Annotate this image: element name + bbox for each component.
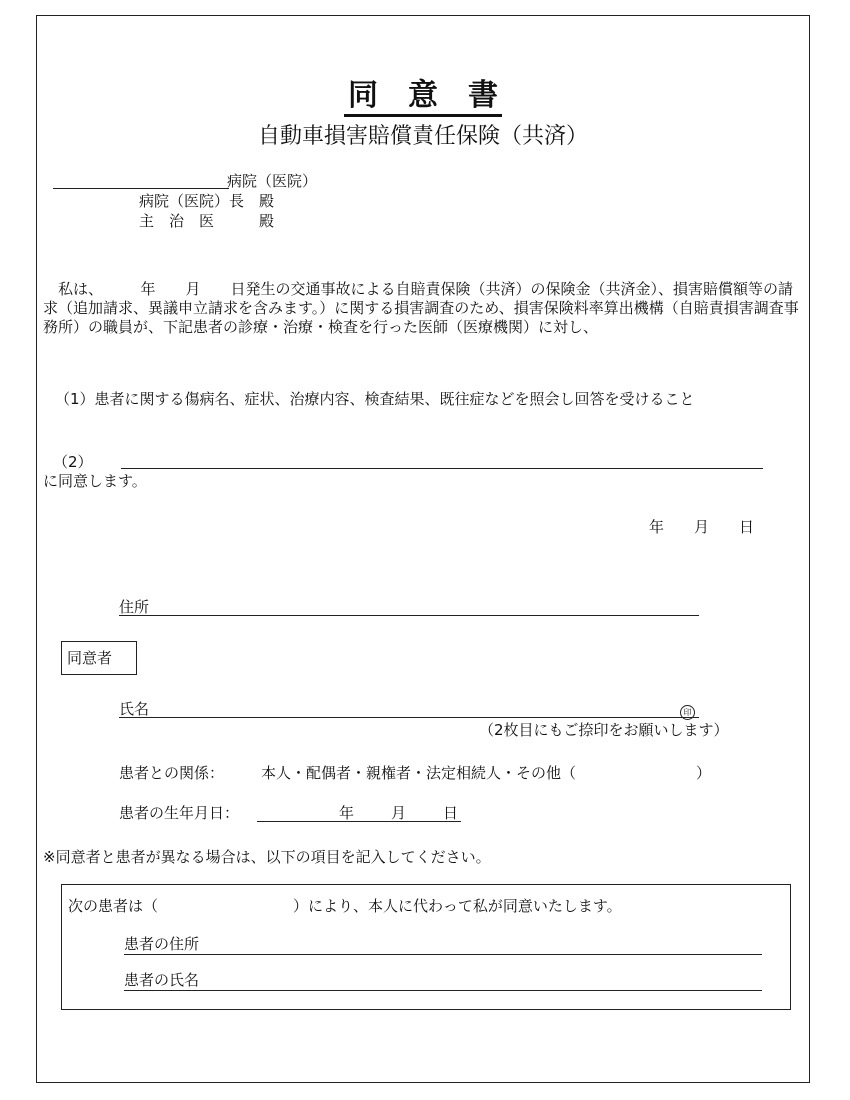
- patient-address-label: 患者の住所: [124, 935, 200, 953]
- consent-item-1: （1）患者に関する傷病名、症状、治療内容、検査結果、既往症などを照会し回答を受けること: [55, 390, 695, 408]
- consent-paragraph: 私は、 年 月 日発生の交通事故による自賠責保険（共済）の保険金（共済金）、損害賠償額等の請求（追加請求、異議申立請求を含みます。）に関する損害調査のため、損害保険料率算出機構（自賠責損害調査事務所）の職員が、下記患者の診療・治療・検査を行った医師（医療機関）に対し、: [43, 280, 799, 336]
- agree-text: に同意します。: [43, 472, 147, 490]
- patient-name-field[interactable]: [124, 990, 762, 991]
- director-label: 病院（医院）長 殿: [139, 192, 275, 210]
- relation-options[interactable]: 本人・配偶者・親権者・法定相続人・その他（ ）: [261, 764, 712, 782]
- name-field[interactable]: [119, 717, 699, 718]
- page-subtitle: 自動車損害賠償責任保険（共済）: [257, 124, 588, 149]
- patient-address-field[interactable]: [124, 954, 762, 955]
- proxy-box: [61, 884, 791, 1010]
- note-text: ※同意者と患者が異なる場合は、以下の項目を記入してください。: [43, 848, 491, 866]
- patient-name-label: 患者の氏名: [124, 971, 200, 989]
- address-field[interactable]: [119, 615, 699, 616]
- seal-note: （2枚目にもご捺印をお願いします）: [479, 721, 729, 739]
- hospital-name-line[interactable]: [53, 188, 229, 189]
- hospital-label: 病院（医院）: [227, 172, 318, 190]
- proxy-intro: 次の患者は（ ）により、本人に代わって私が同意いたします。: [68, 897, 622, 915]
- consent-item-2-field[interactable]: [121, 468, 763, 469]
- address-label: 住所: [119, 598, 150, 616]
- consent-item-2-label: （2）: [53, 453, 93, 471]
- doctor-label: 主 治 医 殿: [139, 212, 275, 230]
- consent-date[interactable]: 年 月 日: [649, 518, 755, 536]
- name-label: 氏名: [119, 700, 150, 718]
- seal-icon: 印: [680, 700, 695, 720]
- consent-form-page: [36, 15, 810, 1083]
- consenter-box: [61, 641, 137, 675]
- consenter-label: 同意者: [67, 649, 113, 667]
- title-text: 同 意 書: [344, 78, 502, 117]
- relation-label: 患者との関係：: [119, 764, 225, 782]
- birthdate-field[interactable]: [257, 821, 461, 822]
- birthdate-day: 日: [443, 804, 459, 822]
- birthdate-month: 月: [391, 804, 407, 822]
- page-title: [37, 70, 809, 114]
- birthdate-year: 年: [339, 804, 355, 822]
- birthdate-label: 患者の生年月日：: [119, 804, 240, 822]
